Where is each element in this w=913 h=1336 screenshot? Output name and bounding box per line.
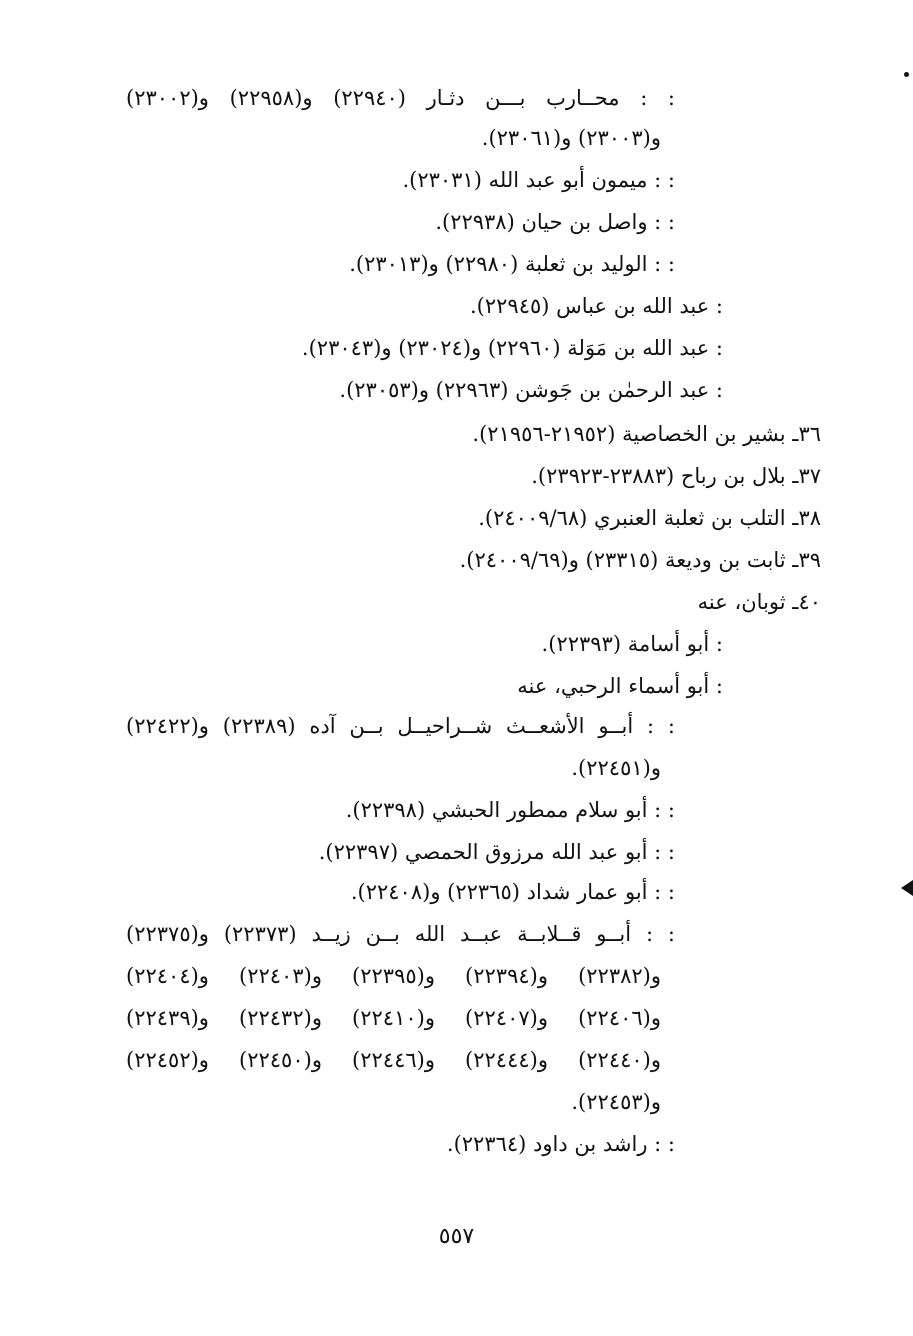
index-entry-line: : : أبــو قــلابــة عبــد الله بــن زيــد (٢٢٣٧٣) و(٢٢٣٧٥) xyxy=(126,922,675,946)
index-entry-line: : : أبو سلام ممطور الحبشي (٢٢٣٩٨). xyxy=(345,798,675,822)
page-number: ٥٥٧ xyxy=(438,1224,475,1249)
index-entry-line: ٣٧ـ بلال بن رباح (٢٣٨٨٣-٢٣٩٢٣). xyxy=(531,464,821,488)
index-entry-line: و(٢٢٣٨٢) و(٢٢٣٩٤) و(٢٢٣٩٥) و(٢٢٤٠٣) و(٢٢٤٠٤) xyxy=(126,964,662,988)
index-entry-line: و(٢٢٤٥١). xyxy=(571,756,661,780)
index-entry-line: : عبد الله بن مَوَلة (٢٢٩٦٠) و(٢٣٠٢٤) و(٢٣٠٤٣). xyxy=(301,336,723,360)
index-entry-line: ٣٨ـ التلب بن ثعلبة العنبري (٢٤٠٠٩/٦٨). xyxy=(478,506,821,530)
index-entry-line: : : محــارب بـــن دثـار (٢٢٩٤٠) و(٢٢٩٥٨) و(٢٣٠٠٢) xyxy=(126,86,675,110)
index-entry-line: ٤٠ـ ثوبان، عنه xyxy=(697,590,821,614)
margin-dot xyxy=(904,72,909,77)
index-entry-line: : : أبــو الأشعــث شــراحيــل بــن آده (٢٢٣٨٩) و(٢٢٤٢٢) xyxy=(126,714,675,738)
index-entry-line: : : واصل بن حيان (٢٢٩٣٨). xyxy=(435,210,675,234)
index-entry-line: : : الوليد بن ثعلبة (٢٢٩٨٠) و(٢٣٠١٣). xyxy=(349,252,675,276)
index-entry-line: : عبد الرحمٰن بن جَوشن (٢٢٩٦٣) و(٢٣٠٥٣). xyxy=(339,378,723,402)
index-entry-line: : : ميمون أبو عبد الله (٢٣٠٣١). xyxy=(402,168,675,192)
index-entry-line: : أبو أسامة (٢٢٣٩٣). xyxy=(541,632,723,656)
index-entry-line: و(٢٣٠٠٣) و(٢٣٠٦١). xyxy=(481,126,661,150)
margin-arrow-icon xyxy=(901,880,913,896)
index-entry-line: : عبد الله بن عباس (٢٢٩٤٥). xyxy=(470,294,723,318)
index-entry-line: و(٢٢٤٠٦) و(٢٢٤٠٧) و(٢٢٤١٠) و(٢٢٤٣٢) و(٢٢٤٣٩) xyxy=(126,1006,662,1030)
index-entry-line: ٣٦ـ بشير بن الخصاصية (٢١٩٥٢-٢١٩٥٦). xyxy=(472,422,821,446)
index-entry-line: و(٢٢٤٤٠) و(٢٢٤٤٤) و(٢٢٤٤٦) و(٢٢٤٥٠) و(٢٢٤٥٢) xyxy=(126,1048,662,1072)
index-entry-line: و(٢٢٤٥٣). xyxy=(571,1090,661,1114)
index-entry-line: ٣٩ـ ثابت بن وديعة (٢٣٣١٥) و(٢٤٠٠٩/٦٩). xyxy=(459,548,821,572)
index-entry-line: : : أبو عمار شداد (٢٢٣٦٥) و(٢٢٤٠٨). xyxy=(350,880,675,904)
index-entry-line: : : راشد بن داود (٢٢٣٦٤). xyxy=(446,1132,675,1156)
index-entry-line: : : أبو عبد الله مرزوق الحمصي (٢٢٣٩٧). xyxy=(318,840,675,864)
index-entry-line: : أبو أسماء الرحبي، عنه xyxy=(517,674,723,698)
